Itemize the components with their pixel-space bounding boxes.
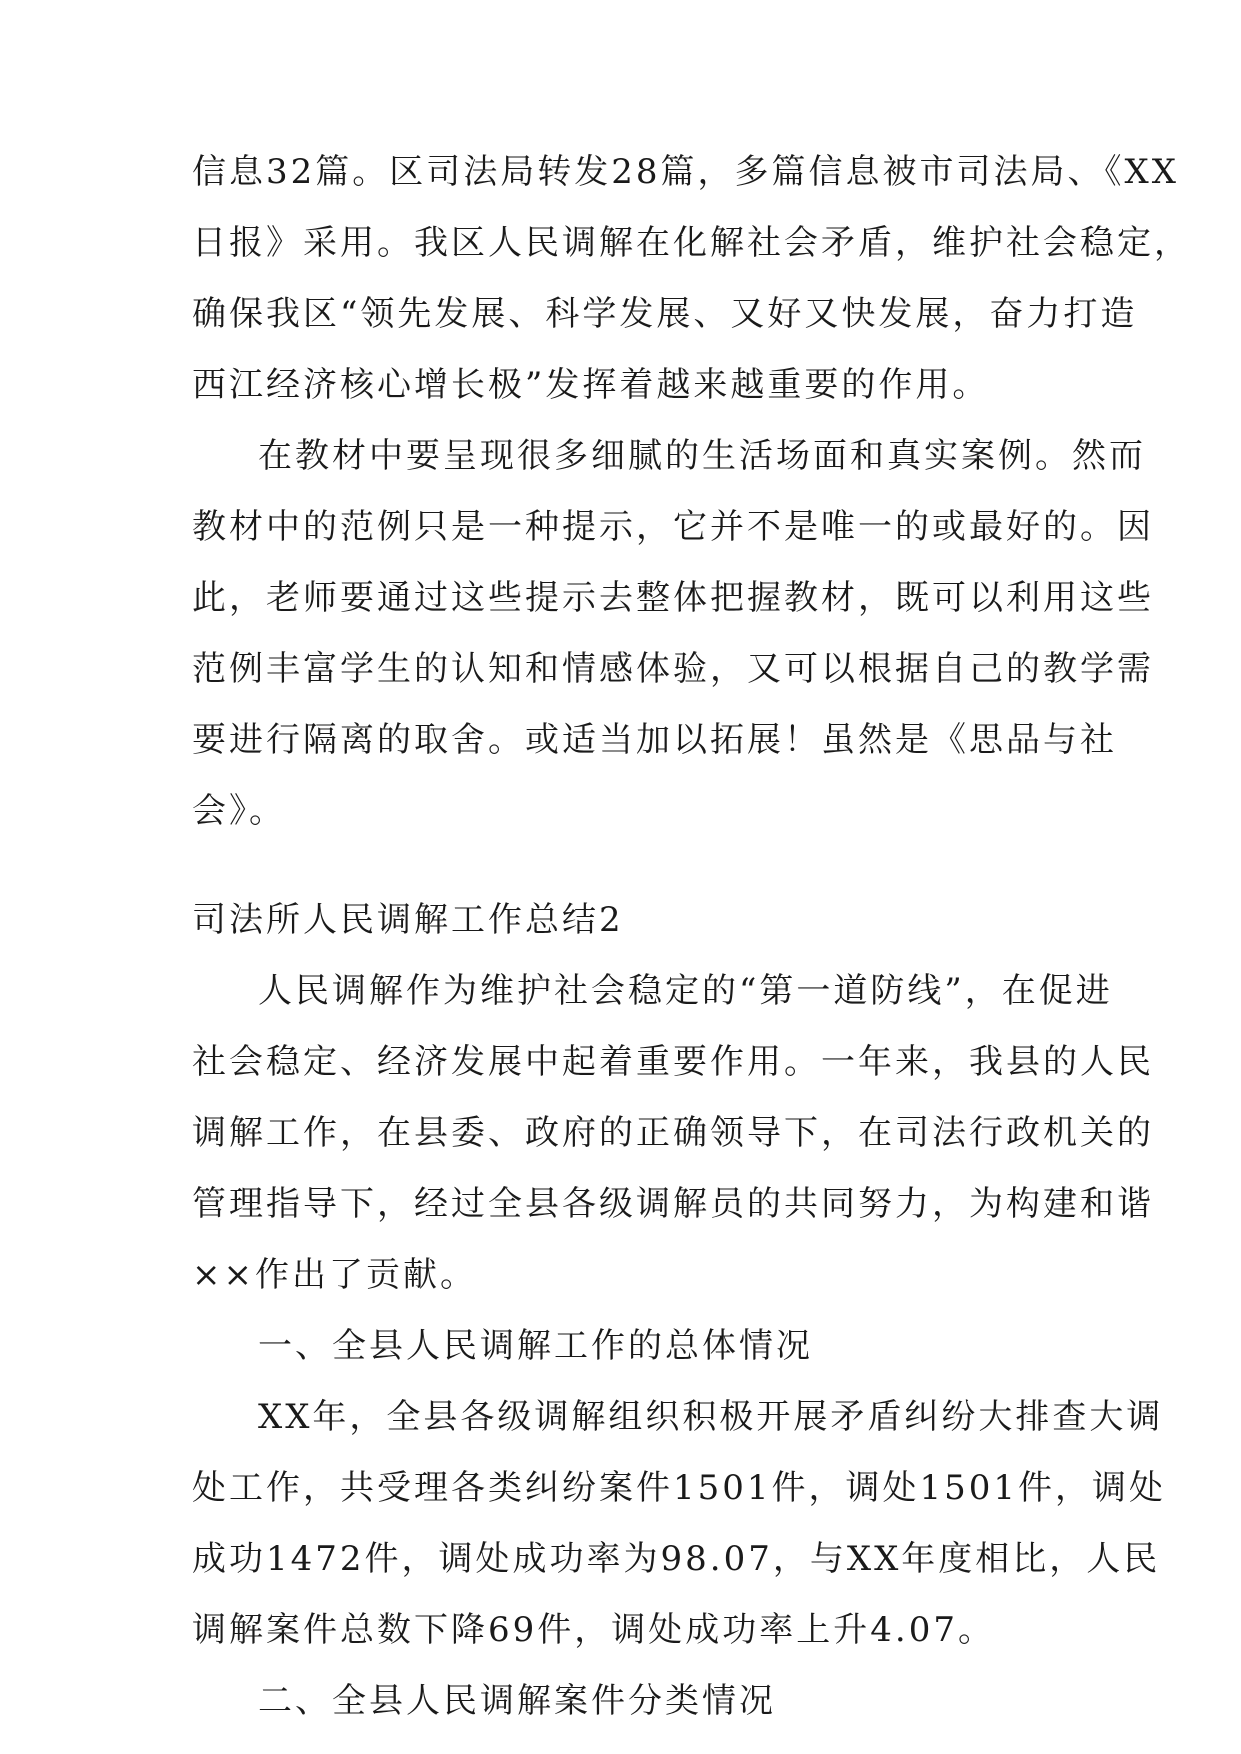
text-line: 人民调解作为维护社会稳定的“第一道防线”，在促进 xyxy=(258,971,1113,1011)
subheading: 二、全县人民调解案件分类情况 xyxy=(258,1681,776,1721)
text-line: 调解工作，在县委、政府的正确领导下，在司法行政机关的 xyxy=(192,1113,1154,1153)
text-line: 处工作，共受理各类纠纷案件1501件，调处1501件，调处 xyxy=(192,1468,1167,1508)
text-line: 范例丰富学生的认知和情感体验，又可以根据自己的教学需 xyxy=(192,649,1154,689)
section-title: 司法所人民调解工作总结2 xyxy=(192,900,624,940)
text-line: 会》。 xyxy=(192,791,286,831)
text-line: 西江经济核心增长极”发挥着越来越重要的作用。 xyxy=(192,365,990,405)
text-line: 管理指导下，经过全县各级调解员的共同努力，为构建和谐 xyxy=(192,1184,1154,1224)
text-line: 要进行隔离的取舍。或适当加以拓展！虽然是《思品与社 xyxy=(192,720,1117,760)
text-line: 信息32篇。区司法局转发28篇，多篇信息被市司法局、《XX xyxy=(192,152,1179,192)
text-line: 教材中的范例只是一种提示，它并不是唯一的或最好的。因 xyxy=(192,507,1154,547)
text-line: 在教材中要呈现很多细腻的生活场面和真实案例。然而 xyxy=(258,436,1146,476)
text-line: 社会稳定、经济发展中起着重要作用。一年来，我县的人民 xyxy=(192,1042,1154,1082)
text-line: ××作出了贡献。 xyxy=(192,1255,477,1295)
text-line: 成功1472件，调处成功率为98.07，与XX年度相比，人民 xyxy=(192,1539,1161,1579)
subheading: 一、全县人民调解工作的总体情况 xyxy=(258,1326,813,1366)
text-line: 此，老师要通过这些提示去整体把握教材，既可以利用这些 xyxy=(192,578,1154,618)
text-line: 确保我区“领先发展、科学发展、又好又快发展，奋力打造 xyxy=(192,294,1138,334)
text-line: XX年，全县各级调解组织积极开展矛盾纠纷大排查大调 xyxy=(258,1397,1164,1437)
text-line: 调解案件总数下降69件，调处成功率上升4.07。 xyxy=(192,1610,995,1650)
text-line: 日报》采用。我区人民调解在化解社会矛盾，维护社会稳定， xyxy=(192,223,1191,263)
